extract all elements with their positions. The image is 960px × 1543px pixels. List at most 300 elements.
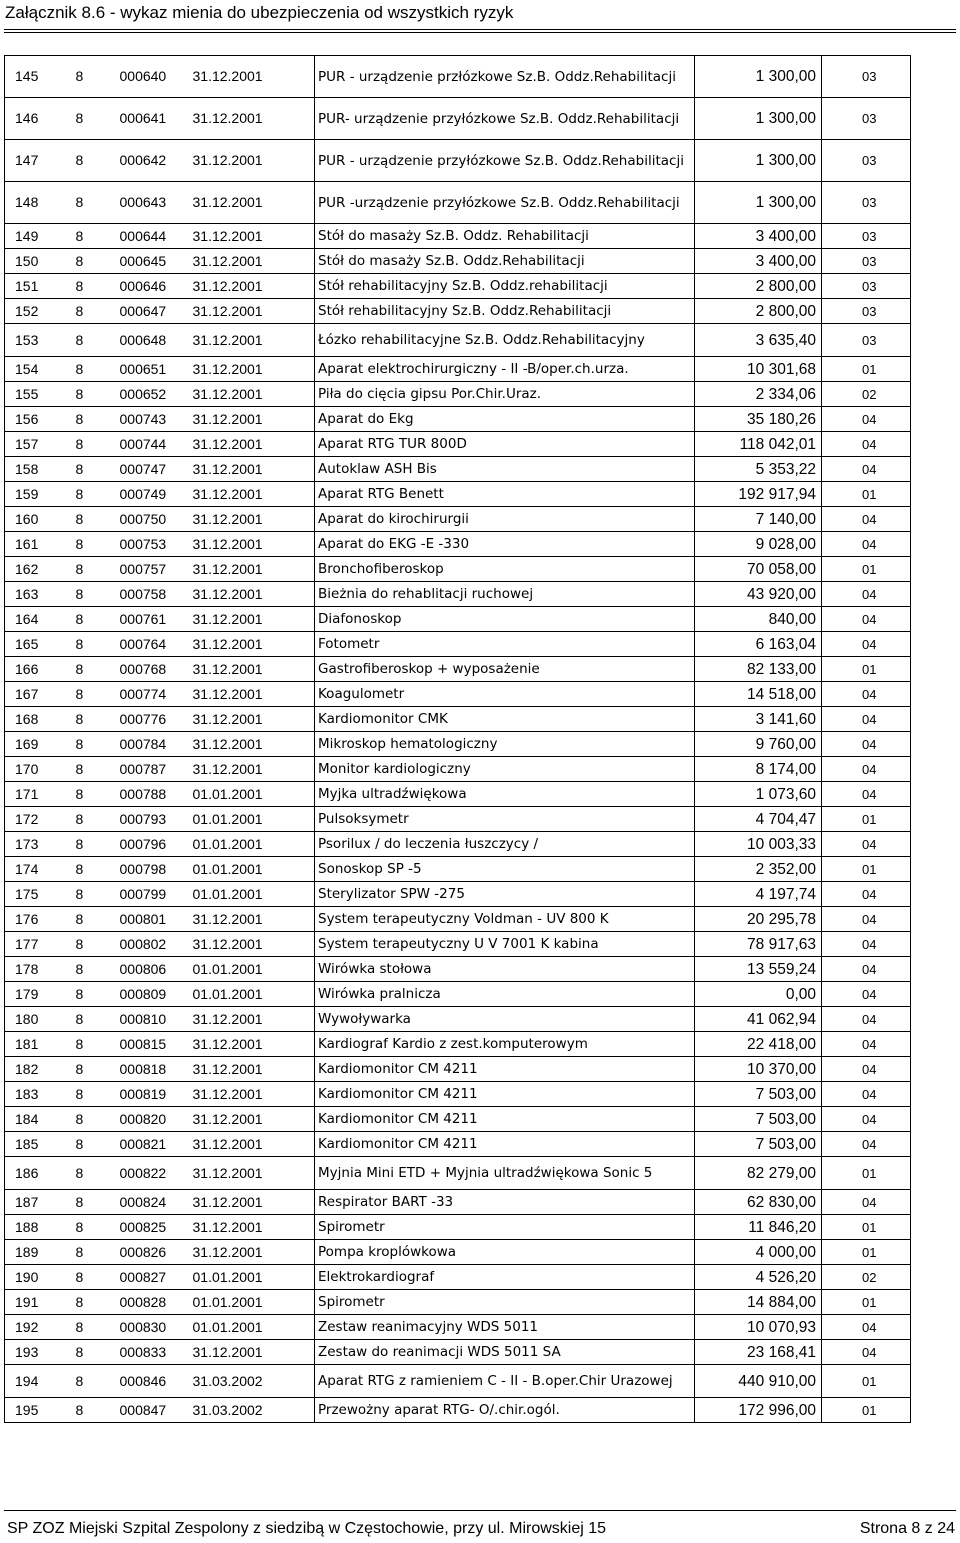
table-row bbox=[5, 1265, 911, 1290]
value-cell: 840,00 bbox=[695, 607, 822, 632]
item-name-cell: PUR - urządzenie przyłózkowe Sz.B. Oddz.Rehabilitacji bbox=[315, 140, 695, 182]
value-cell: 78 917,63 bbox=[695, 932, 822, 957]
row-number-cell: 164 bbox=[5, 607, 70, 632]
value-cell: 43 920,00 bbox=[695, 582, 822, 607]
date-cell: 31.12.2001 bbox=[189, 1082, 315, 1107]
item-name-cell: Piła do cięcia gipsu Por.Chir.Uraz. bbox=[315, 382, 695, 407]
category-cell: 04 bbox=[822, 507, 911, 532]
date-cell: 01.01.2001 bbox=[189, 857, 315, 882]
table-row bbox=[5, 882, 911, 907]
row-number-cell: 152 bbox=[5, 299, 70, 324]
row-number-cell: 166 bbox=[5, 657, 70, 682]
group-cell: 8 bbox=[70, 957, 116, 982]
table-row bbox=[5, 1290, 911, 1315]
inventory-number-cell: 000810 bbox=[116, 1007, 189, 1032]
date-cell: 31.12.2001 bbox=[189, 357, 315, 382]
table-row bbox=[5, 757, 911, 782]
value-cell: 3 400,00 bbox=[695, 224, 822, 249]
date-cell: 31.12.2001 bbox=[189, 1340, 315, 1365]
table-row bbox=[5, 807, 911, 832]
footer-rule bbox=[4, 1510, 956, 1511]
table-row bbox=[5, 249, 911, 274]
inventory-number-cell: 000757 bbox=[116, 557, 189, 582]
category-cell: 01 bbox=[822, 1398, 911, 1423]
date-cell: 31.12.2001 bbox=[189, 707, 315, 732]
category-cell: 01 bbox=[822, 1240, 911, 1265]
group-cell: 8 bbox=[70, 507, 116, 532]
row-number-cell: 193 bbox=[5, 1340, 70, 1365]
value-cell: 82 279,00 bbox=[695, 1157, 822, 1190]
category-cell: 04 bbox=[822, 457, 911, 482]
category-cell: 04 bbox=[822, 632, 911, 657]
date-cell: 31.12.2001 bbox=[189, 1132, 315, 1157]
value-cell: 10 070,93 bbox=[695, 1315, 822, 1340]
header-rule-double bbox=[4, 32, 956, 33]
group-cell: 8 bbox=[70, 249, 116, 274]
date-cell: 31.12.2001 bbox=[189, 532, 315, 557]
group-cell: 8 bbox=[70, 1340, 116, 1365]
value-cell: 440 910,00 bbox=[695, 1365, 822, 1398]
date-cell: 01.01.2001 bbox=[189, 1315, 315, 1340]
value-cell: 35 180,26 bbox=[695, 407, 822, 432]
item-name-cell: Elektrokardiograf bbox=[315, 1265, 695, 1290]
inventory-number-cell: 000641 bbox=[116, 98, 189, 140]
value-cell: 7 503,00 bbox=[695, 1082, 822, 1107]
value-cell: 1 073,60 bbox=[695, 782, 822, 807]
date-cell: 31.12.2001 bbox=[189, 607, 315, 632]
date-cell: 31.12.2001 bbox=[189, 432, 315, 457]
value-cell: 1 300,00 bbox=[695, 140, 822, 182]
category-cell: 04 bbox=[822, 1032, 911, 1057]
group-cell: 8 bbox=[70, 932, 116, 957]
row-number-cell: 150 bbox=[5, 249, 70, 274]
row-number-cell: 195 bbox=[5, 1398, 70, 1423]
value-cell: 22 418,00 bbox=[695, 1032, 822, 1057]
value-cell: 7 503,00 bbox=[695, 1107, 822, 1132]
inventory-number-cell: 000643 bbox=[116, 182, 189, 224]
category-cell: 03 bbox=[822, 98, 911, 140]
category-cell: 04 bbox=[822, 1107, 911, 1132]
group-cell: 8 bbox=[70, 274, 116, 299]
item-name-cell: Kardiomonitor CM 4211 bbox=[315, 1107, 695, 1132]
date-cell: 01.01.2001 bbox=[189, 1290, 315, 1315]
category-cell: 04 bbox=[822, 907, 911, 932]
category-cell: 04 bbox=[822, 407, 911, 432]
category-cell: 01 bbox=[822, 807, 911, 832]
group-cell: 8 bbox=[70, 1057, 116, 1082]
category-cell: 03 bbox=[822, 140, 911, 182]
category-cell: 04 bbox=[822, 732, 911, 757]
value-cell: 62 830,00 bbox=[695, 1190, 822, 1215]
table-row bbox=[5, 782, 911, 807]
table-row bbox=[5, 657, 911, 682]
category-cell: 03 bbox=[822, 299, 911, 324]
table-row bbox=[5, 957, 911, 982]
row-number-cell: 159 bbox=[5, 482, 70, 507]
table-row bbox=[5, 1157, 911, 1190]
inventory-number-cell: 000761 bbox=[116, 607, 189, 632]
item-name-cell: Gastrofiberoskop + wyposażenie bbox=[315, 657, 695, 682]
table-row bbox=[5, 582, 911, 607]
inventory-number-cell: 000774 bbox=[116, 682, 189, 707]
item-name-cell: Sterylizator SPW -275 bbox=[315, 882, 695, 907]
inventory-number-cell: 000833 bbox=[116, 1340, 189, 1365]
category-cell: 04 bbox=[822, 957, 911, 982]
table-row bbox=[5, 982, 911, 1007]
row-number-cell: 179 bbox=[5, 982, 70, 1007]
item-name-cell: Bieżnia do rehablitacji ruchowej bbox=[315, 582, 695, 607]
group-cell: 8 bbox=[70, 857, 116, 882]
date-cell: 31.12.2001 bbox=[189, 407, 315, 432]
row-number-cell: 171 bbox=[5, 782, 70, 807]
date-cell: 31.12.2001 bbox=[189, 1157, 315, 1190]
row-number-cell: 182 bbox=[5, 1057, 70, 1082]
value-cell: 3 400,00 bbox=[695, 249, 822, 274]
date-cell: 31.03.2002 bbox=[189, 1398, 315, 1423]
item-name-cell: Pulsoksymetr bbox=[315, 807, 695, 832]
item-name-cell: Kardiograf Kardio z zest.komputerowym bbox=[315, 1032, 695, 1057]
row-number-cell: 158 bbox=[5, 457, 70, 482]
inventory-number-cell: 000787 bbox=[116, 757, 189, 782]
footer-page-number: Strona 8 z 24 bbox=[859, 1520, 955, 1537]
row-number-cell: 151 bbox=[5, 274, 70, 299]
value-cell: 20 295,78 bbox=[695, 907, 822, 932]
item-name-cell: Koagulometr bbox=[315, 682, 695, 707]
table-row bbox=[5, 682, 911, 707]
date-cell: 31.12.2001 bbox=[189, 182, 315, 224]
inventory-number-cell: 000802 bbox=[116, 932, 189, 957]
date-cell: 31.12.2001 bbox=[189, 657, 315, 682]
table-row bbox=[5, 56, 911, 98]
category-cell: 01 bbox=[822, 357, 911, 382]
item-name-cell: Fotometr bbox=[315, 632, 695, 657]
group-cell: 8 bbox=[70, 407, 116, 432]
date-cell: 31.12.2001 bbox=[189, 507, 315, 532]
value-cell: 3 635,40 bbox=[695, 324, 822, 357]
inventory-number-cell: 000749 bbox=[116, 482, 189, 507]
value-cell: 6 163,04 bbox=[695, 632, 822, 657]
category-cell: 02 bbox=[822, 382, 911, 407]
category-cell: 01 bbox=[822, 1290, 911, 1315]
item-name-cell: Stół do masaży Sz.B. Oddz. Rehabilitacji bbox=[315, 224, 695, 249]
value-cell: 4 000,00 bbox=[695, 1240, 822, 1265]
category-cell: 03 bbox=[822, 56, 911, 98]
date-cell: 31.12.2001 bbox=[189, 1215, 315, 1240]
value-cell: 10 370,00 bbox=[695, 1057, 822, 1082]
date-cell: 31.12.2001 bbox=[189, 732, 315, 757]
inventory-number-cell: 000799 bbox=[116, 882, 189, 907]
value-cell: 1 300,00 bbox=[695, 98, 822, 140]
item-name-cell: Aparat RTG z ramieniem C - II - B.oper.Chir Urazowej bbox=[315, 1365, 695, 1398]
item-name-cell: Spirometr bbox=[315, 1290, 695, 1315]
category-cell: 04 bbox=[822, 1057, 911, 1082]
item-name-cell: Diafonoskop bbox=[315, 607, 695, 632]
row-number-cell: 176 bbox=[5, 907, 70, 932]
group-cell: 8 bbox=[70, 140, 116, 182]
category-cell: 03 bbox=[822, 224, 911, 249]
row-number-cell: 163 bbox=[5, 582, 70, 607]
inventory-number-cell: 000846 bbox=[116, 1365, 189, 1398]
group-cell: 8 bbox=[70, 732, 116, 757]
inventory-table-body bbox=[5, 56, 911, 1423]
item-name-cell: Aparat do kirochirurgii bbox=[315, 507, 695, 532]
category-cell: 04 bbox=[822, 1340, 911, 1365]
value-cell: 13 559,24 bbox=[695, 957, 822, 982]
item-name-cell: Psorilux / do leczenia łuszczycy / bbox=[315, 832, 695, 857]
date-cell: 01.01.2001 bbox=[189, 807, 315, 832]
date-cell: 31.12.2001 bbox=[189, 932, 315, 957]
row-number-cell: 181 bbox=[5, 1032, 70, 1057]
date-cell: 01.01.2001 bbox=[189, 982, 315, 1007]
table-row bbox=[5, 1132, 911, 1157]
group-cell: 8 bbox=[70, 457, 116, 482]
item-name-cell: Aparat elektrochirurgiczny - II -B/oper.ch.urza. bbox=[315, 357, 695, 382]
value-cell: 14 518,00 bbox=[695, 682, 822, 707]
row-number-cell: 165 bbox=[5, 632, 70, 657]
date-cell: 31.12.2001 bbox=[189, 1007, 315, 1032]
item-name-cell: Myjka ultradźwiękowa bbox=[315, 782, 695, 807]
row-number-cell: 173 bbox=[5, 832, 70, 857]
inventory-number-cell: 000806 bbox=[116, 957, 189, 982]
inventory-number-cell: 000758 bbox=[116, 582, 189, 607]
date-cell: 31.12.2001 bbox=[189, 98, 315, 140]
item-name-cell: Kardiomonitor CMK bbox=[315, 707, 695, 732]
group-cell: 8 bbox=[70, 1132, 116, 1157]
category-cell: 03 bbox=[822, 249, 911, 274]
row-number-cell: 157 bbox=[5, 432, 70, 457]
category-cell: 03 bbox=[822, 182, 911, 224]
inventory-number-cell: 000798 bbox=[116, 857, 189, 882]
inventory-number-cell: 000847 bbox=[116, 1398, 189, 1423]
item-name-cell: Stół rehabilitacyjny Sz.B. Oddz.rehabilitacji bbox=[315, 274, 695, 299]
category-cell: 01 bbox=[822, 482, 911, 507]
category-cell: 01 bbox=[822, 857, 911, 882]
table-row bbox=[5, 457, 911, 482]
row-number-cell: 154 bbox=[5, 357, 70, 382]
table-row bbox=[5, 182, 911, 224]
item-name-cell: Mikroskop hematologiczny bbox=[315, 732, 695, 757]
inventory-number-cell: 000801 bbox=[116, 907, 189, 932]
date-cell: 31.12.2001 bbox=[189, 557, 315, 582]
category-cell: 01 bbox=[822, 1365, 911, 1398]
value-cell: 7 503,00 bbox=[695, 1132, 822, 1157]
row-number-cell: 175 bbox=[5, 882, 70, 907]
inventory-number-cell: 000646 bbox=[116, 274, 189, 299]
category-cell: 04 bbox=[822, 582, 911, 607]
date-cell: 31.12.2001 bbox=[189, 1057, 315, 1082]
inventory-number-cell: 000818 bbox=[116, 1057, 189, 1082]
table-row bbox=[5, 1057, 911, 1082]
group-cell: 8 bbox=[70, 832, 116, 857]
table-row bbox=[5, 707, 911, 732]
inventory-number-cell: 000750 bbox=[116, 507, 189, 532]
row-number-cell: 167 bbox=[5, 682, 70, 707]
row-number-cell: 185 bbox=[5, 1132, 70, 1157]
inventory-number-cell: 000645 bbox=[116, 249, 189, 274]
table-row bbox=[5, 482, 911, 507]
value-cell: 2 334,06 bbox=[695, 382, 822, 407]
item-name-cell: System terapeutyczny U V 7001 K kabina bbox=[315, 932, 695, 957]
table-row bbox=[5, 532, 911, 557]
category-cell: 02 bbox=[822, 1265, 911, 1290]
value-cell: 5 353,22 bbox=[695, 457, 822, 482]
date-cell: 31.12.2001 bbox=[189, 1240, 315, 1265]
row-number-cell: 148 bbox=[5, 182, 70, 224]
inventory-number-cell: 000764 bbox=[116, 632, 189, 657]
date-cell: 31.12.2001 bbox=[189, 382, 315, 407]
item-name-cell: Pompa kroplówkowa bbox=[315, 1240, 695, 1265]
date-cell: 31.12.2001 bbox=[189, 757, 315, 782]
item-name-cell: Bronchofiberoskop bbox=[315, 557, 695, 582]
category-cell: 01 bbox=[822, 1157, 911, 1190]
category-cell: 01 bbox=[822, 557, 911, 582]
value-cell: 4 526,20 bbox=[695, 1265, 822, 1290]
date-cell: 31.12.2001 bbox=[189, 249, 315, 274]
table-row bbox=[5, 382, 911, 407]
table-row bbox=[5, 632, 911, 657]
row-number-cell: 162 bbox=[5, 557, 70, 582]
category-cell: 04 bbox=[822, 832, 911, 857]
group-cell: 8 bbox=[70, 1032, 116, 1057]
inventory-number-cell: 000828 bbox=[116, 1290, 189, 1315]
date-cell: 31.12.2001 bbox=[189, 482, 315, 507]
row-number-cell: 161 bbox=[5, 532, 70, 557]
table-row bbox=[5, 1190, 911, 1215]
group-cell: 8 bbox=[70, 757, 116, 782]
date-cell: 31.12.2001 bbox=[189, 457, 315, 482]
value-cell: 10 301,68 bbox=[695, 357, 822, 382]
category-cell: 04 bbox=[822, 882, 911, 907]
group-cell: 8 bbox=[70, 607, 116, 632]
group-cell: 8 bbox=[70, 1265, 116, 1290]
group-cell: 8 bbox=[70, 1082, 116, 1107]
item-name-cell: PUR - urządzenie przłózkowe Sz.B. Oddz.Rehabilitacji bbox=[315, 56, 695, 98]
row-number-cell: 188 bbox=[5, 1215, 70, 1240]
category-cell: 04 bbox=[822, 782, 911, 807]
table-row bbox=[5, 1398, 911, 1423]
inventory-number-cell: 000644 bbox=[116, 224, 189, 249]
row-number-cell: 170 bbox=[5, 757, 70, 782]
table-row bbox=[5, 98, 911, 140]
date-cell: 31.12.2001 bbox=[189, 582, 315, 607]
group-cell: 8 bbox=[70, 299, 116, 324]
group-cell: 8 bbox=[70, 807, 116, 832]
item-name-cell: Stół rehabilitacyjny Sz.B. Oddz.Rehabilitacji bbox=[315, 299, 695, 324]
group-cell: 8 bbox=[70, 182, 116, 224]
category-cell: 04 bbox=[822, 1190, 911, 1215]
item-name-cell: Łózko rehabilitacyjne Sz.B. Oddz.Rehabilitacyjny bbox=[315, 324, 695, 357]
table-row bbox=[5, 432, 911, 457]
category-cell: 04 bbox=[822, 1132, 911, 1157]
date-cell: 31.12.2001 bbox=[189, 1190, 315, 1215]
table-row bbox=[5, 732, 911, 757]
table-row bbox=[5, 557, 911, 582]
group-cell: 8 bbox=[70, 98, 116, 140]
row-number-cell: 155 bbox=[5, 382, 70, 407]
row-number-cell: 180 bbox=[5, 1007, 70, 1032]
inventory-number-cell: 000815 bbox=[116, 1032, 189, 1057]
date-cell: 31.12.2001 bbox=[189, 1107, 315, 1132]
group-cell: 8 bbox=[70, 682, 116, 707]
row-number-cell: 190 bbox=[5, 1265, 70, 1290]
value-cell: 8 174,00 bbox=[695, 757, 822, 782]
date-cell: 31.12.2001 bbox=[189, 907, 315, 932]
group-cell: 8 bbox=[70, 1157, 116, 1190]
group-cell: 8 bbox=[70, 982, 116, 1007]
inventory-number-cell: 000821 bbox=[116, 1132, 189, 1157]
row-number-cell: 168 bbox=[5, 707, 70, 732]
category-cell: 01 bbox=[822, 1215, 911, 1240]
item-name-cell: Zestaw reanimacyjny WDS 5011 bbox=[315, 1315, 695, 1340]
table-row bbox=[5, 907, 911, 932]
inventory-number-cell: 000647 bbox=[116, 299, 189, 324]
group-cell: 8 bbox=[70, 1107, 116, 1132]
inventory-number-cell: 000824 bbox=[116, 1190, 189, 1215]
row-number-cell: 187 bbox=[5, 1190, 70, 1215]
row-number-cell: 153 bbox=[5, 324, 70, 357]
category-cell: 04 bbox=[822, 1007, 911, 1032]
item-name-cell: Przewożny aparat RTG- O/.chir.ogól. bbox=[315, 1398, 695, 1423]
group-cell: 8 bbox=[70, 1007, 116, 1032]
value-cell: 11 846,20 bbox=[695, 1215, 822, 1240]
date-cell: 31.12.2001 bbox=[189, 299, 315, 324]
date-cell: 31.12.2001 bbox=[189, 682, 315, 707]
inventory-number-cell: 000788 bbox=[116, 782, 189, 807]
item-name-cell: Autoklaw ASH Bis bbox=[315, 457, 695, 482]
table-row bbox=[5, 857, 911, 882]
value-cell: 2 352,00 bbox=[695, 857, 822, 882]
value-cell: 2 800,00 bbox=[695, 299, 822, 324]
inventory-table bbox=[4, 55, 911, 1423]
value-cell: 192 917,94 bbox=[695, 482, 822, 507]
category-cell: 04 bbox=[822, 432, 911, 457]
date-cell: 31.03.2002 bbox=[189, 1365, 315, 1398]
group-cell: 8 bbox=[70, 224, 116, 249]
item-name-cell: Sonoskop SP -5 bbox=[315, 857, 695, 882]
category-cell: 04 bbox=[822, 1082, 911, 1107]
row-number-cell: 191 bbox=[5, 1290, 70, 1315]
row-number-cell: 189 bbox=[5, 1240, 70, 1265]
row-number-cell: 172 bbox=[5, 807, 70, 832]
value-cell: 14 884,00 bbox=[695, 1290, 822, 1315]
row-number-cell: 156 bbox=[5, 407, 70, 432]
inventory-number-cell: 000820 bbox=[116, 1107, 189, 1132]
group-cell: 8 bbox=[70, 357, 116, 382]
group-cell: 8 bbox=[70, 1215, 116, 1240]
table-row bbox=[5, 407, 911, 432]
group-cell: 8 bbox=[70, 582, 116, 607]
row-number-cell: 160 bbox=[5, 507, 70, 532]
item-name-cell: Wirówka pralnicza bbox=[315, 982, 695, 1007]
row-number-cell: 183 bbox=[5, 1082, 70, 1107]
table-row bbox=[5, 1365, 911, 1398]
inventory-number-cell: 000796 bbox=[116, 832, 189, 857]
value-cell: 9 760,00 bbox=[695, 732, 822, 757]
date-cell: 31.12.2001 bbox=[189, 224, 315, 249]
date-cell: 01.01.2001 bbox=[189, 782, 315, 807]
value-cell: 1 300,00 bbox=[695, 56, 822, 98]
date-cell: 01.01.2001 bbox=[189, 957, 315, 982]
inventory-number-cell: 000648 bbox=[116, 324, 189, 357]
inventory-number-cell: 000819 bbox=[116, 1082, 189, 1107]
value-cell: 2 800,00 bbox=[695, 274, 822, 299]
item-name-cell: Aparat do Ekg bbox=[315, 407, 695, 432]
date-cell: 31.12.2001 bbox=[189, 56, 315, 98]
inventory-number-cell: 000642 bbox=[116, 140, 189, 182]
category-cell: 04 bbox=[822, 682, 911, 707]
group-cell: 8 bbox=[70, 882, 116, 907]
group-cell: 8 bbox=[70, 482, 116, 507]
